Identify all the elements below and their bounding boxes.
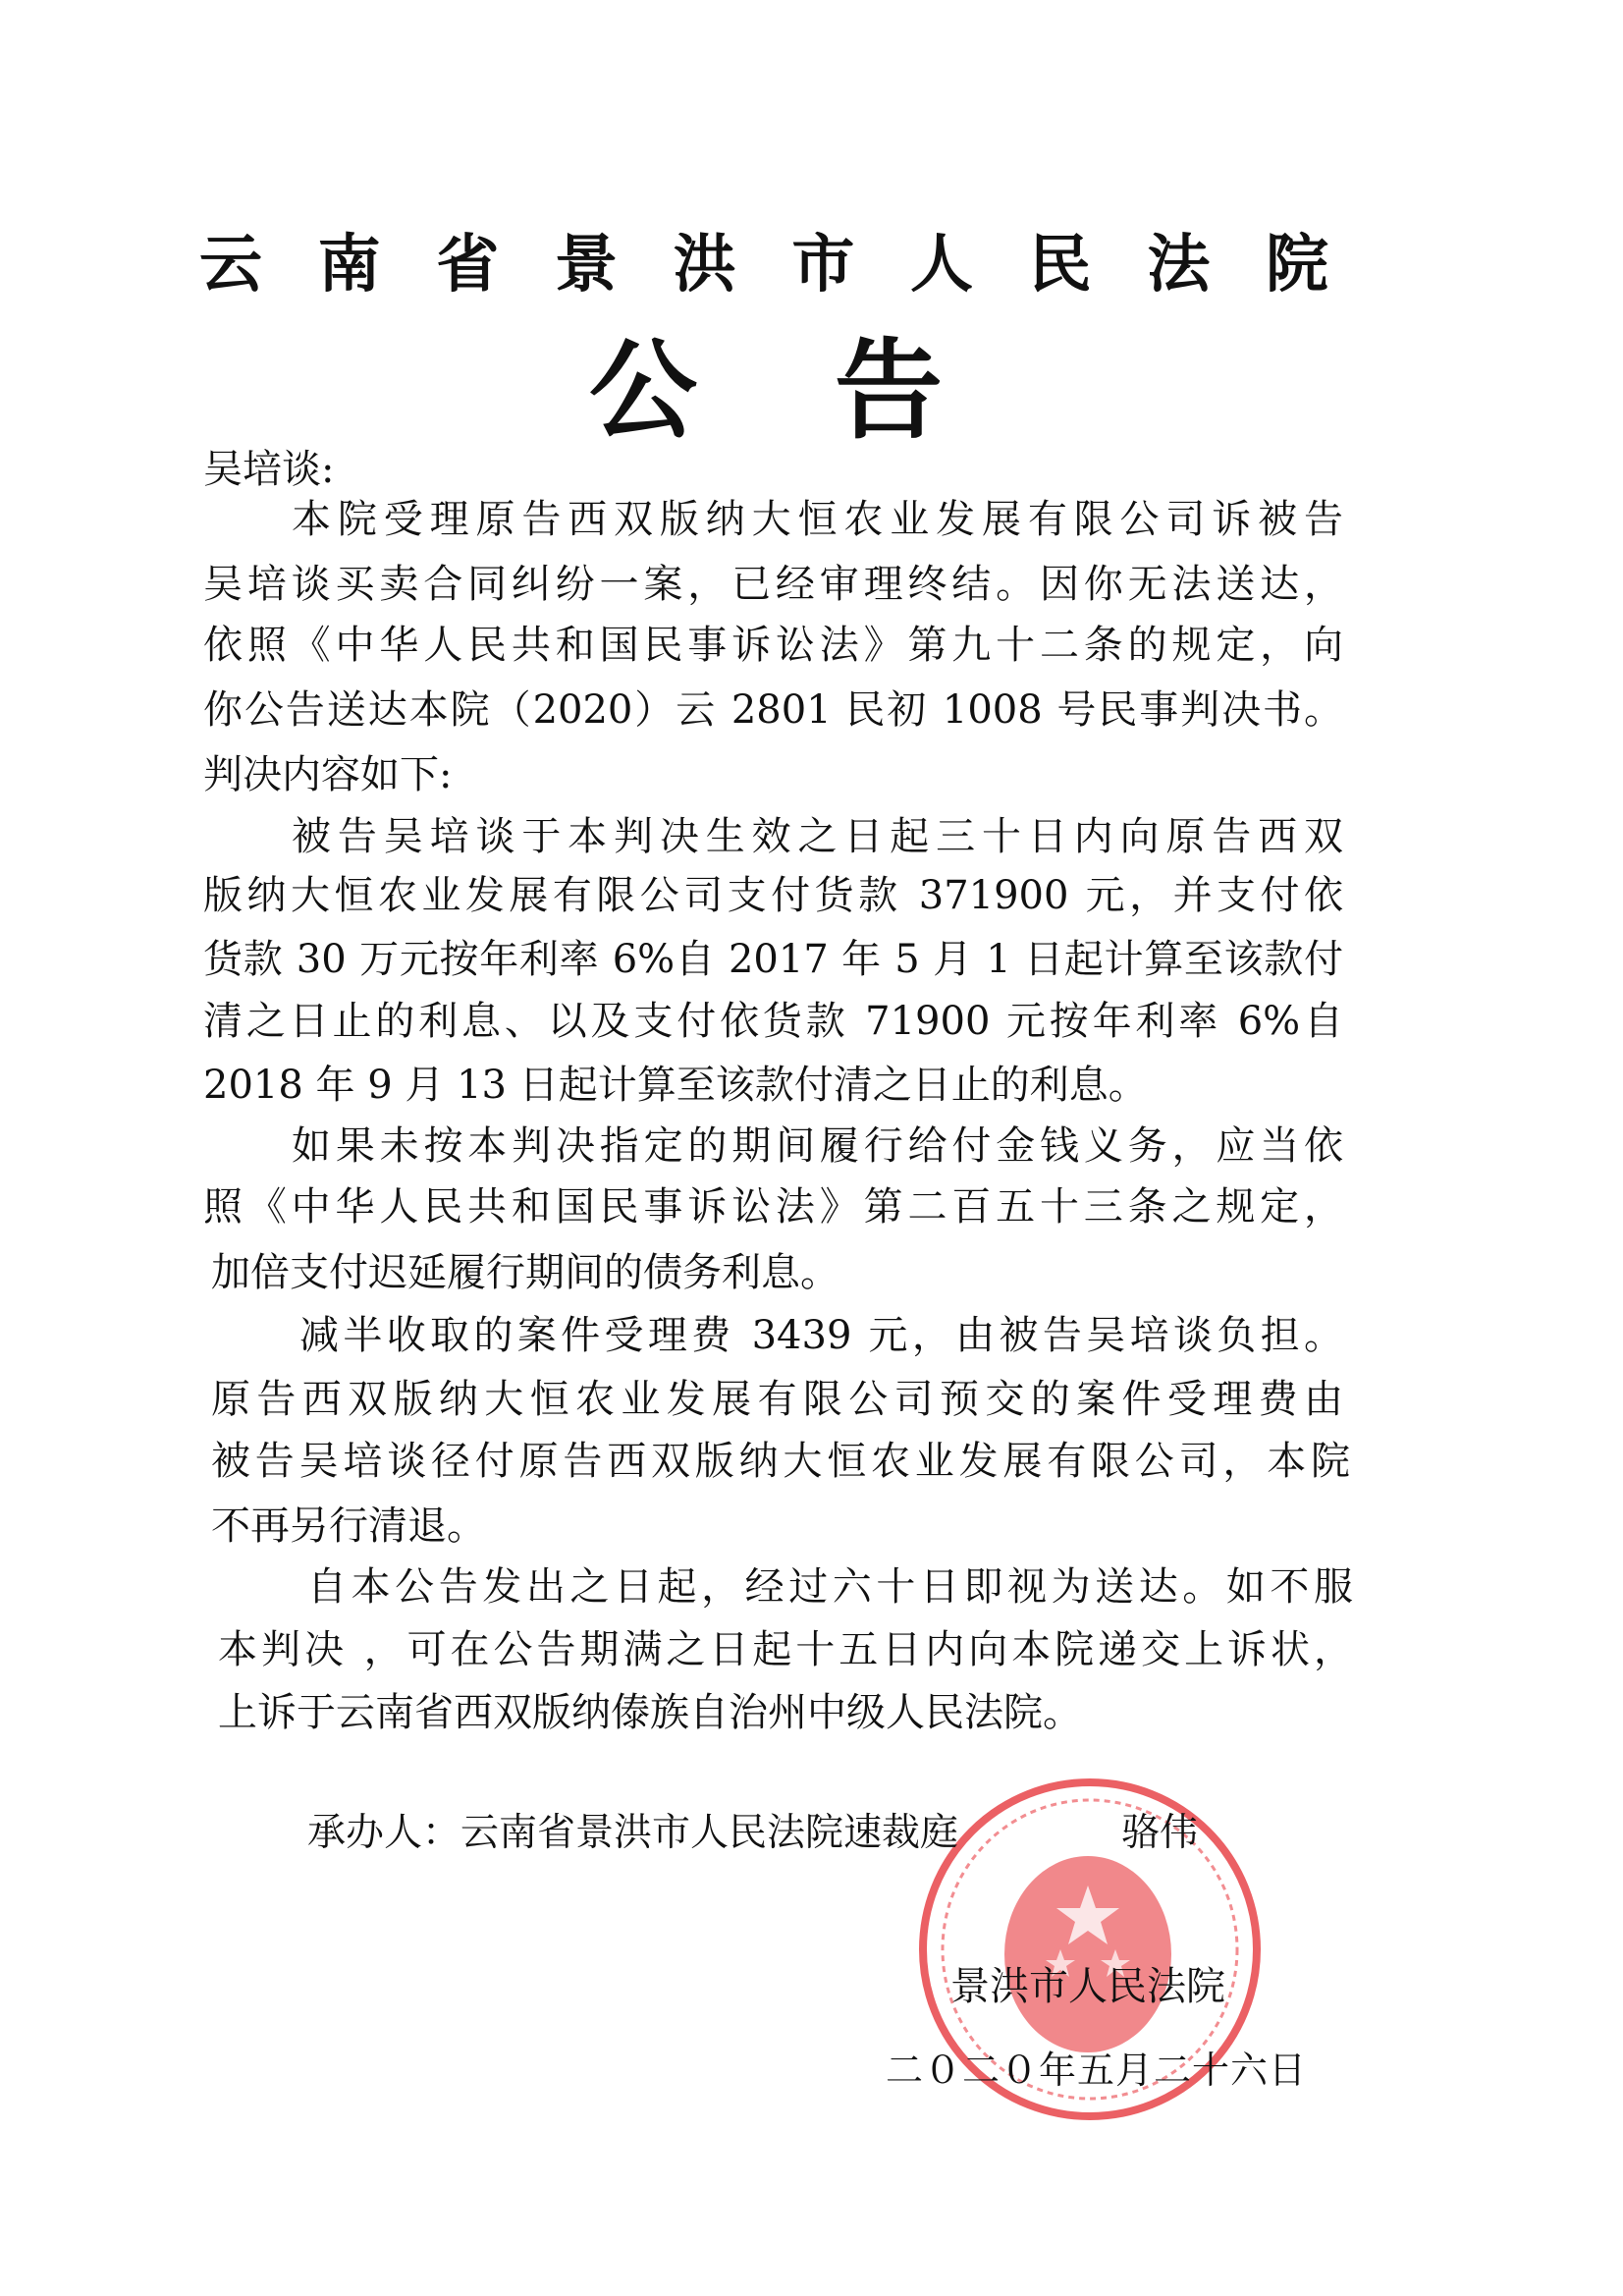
body-line: 减半收取的案件受理费 3439 元，由被告吴培谈负担。 <box>299 1313 1343 1358</box>
body-line: 版纳大恒农业发展有限公司支付货款 371900 元，并支付依 <box>203 873 1343 918</box>
notice-title: 公告 <box>589 328 943 454</box>
body-line: 照《中华人民共和国民事诉讼法》第二百五十三条之规定， <box>203 1184 1343 1230</box>
handler-name: 骆伟 <box>1121 1811 1199 1855</box>
addressee: 吴培谈: <box>203 447 335 492</box>
body-line: 清之日止的利息、以及支付依货款 71900 元按年利率 6%自 <box>203 999 1343 1044</box>
issuing-court: 景洪市人民法院 <box>950 1964 1225 2009</box>
body-line: 上诉于云南省西双版纳傣族自治州中级人民法院。 <box>218 1690 1082 1735</box>
body-line: 货款 30 万元按年利率 6%自 2017 年 5 月 1 日起计算至该款付 <box>203 937 1343 982</box>
body-line: 本判决 ，可在公告期满之日起十五日内向本院递交上诉状， <box>218 1627 1353 1672</box>
body-line: 如果未按本判决指定的期间履行给付金钱义务，应当依 <box>292 1123 1343 1169</box>
issue-date: 二０二０年五月二十六日 <box>886 2049 1308 2092</box>
body-line: 原告西双版纳大恒农业发展有限公司预交的案件受理费由 <box>211 1377 1343 1422</box>
body-line: 2018 年 9 月 13 日起计算至该款付清之日止的利息。 <box>203 1063 1148 1108</box>
body-line: 吴培谈买卖合同纠纷一案，已经审理终结。因你无法送达， <box>203 562 1343 607</box>
body-line: 加倍支付迟延履行期间的债务利息。 <box>211 1250 839 1295</box>
body-line: 你公告送达本院（2020）云 2801 民初 1008 号民事判决书。 <box>203 687 1343 733</box>
handler-label: 承办人：云南省景洪市人民法院速裁庭 <box>307 1811 959 1855</box>
body-line: 被告吴培谈径付原告西双版纳大恒农业发展有限公司，本院 <box>211 1439 1350 1484</box>
body-line: 判决内容如下: <box>203 752 453 797</box>
body-line: 本院受理原告西双版纳大恒农业发展有限公司诉被告 <box>292 497 1343 542</box>
body-line: 依照《中华人民共和国民事诉讼法》第九十二条的规定，向 <box>203 623 1343 668</box>
body-line: 不再另行清退。 <box>211 1503 486 1549</box>
body-line: 自本公告发出之日起，经过六十日即视为送达。如不服 <box>307 1564 1353 1610</box>
body-line: 被告吴培谈于本判决生效之日起三十日内向原告西双 <box>292 814 1343 859</box>
court-name-heading: 云南省景洪市人民法院 <box>199 229 1328 301</box>
